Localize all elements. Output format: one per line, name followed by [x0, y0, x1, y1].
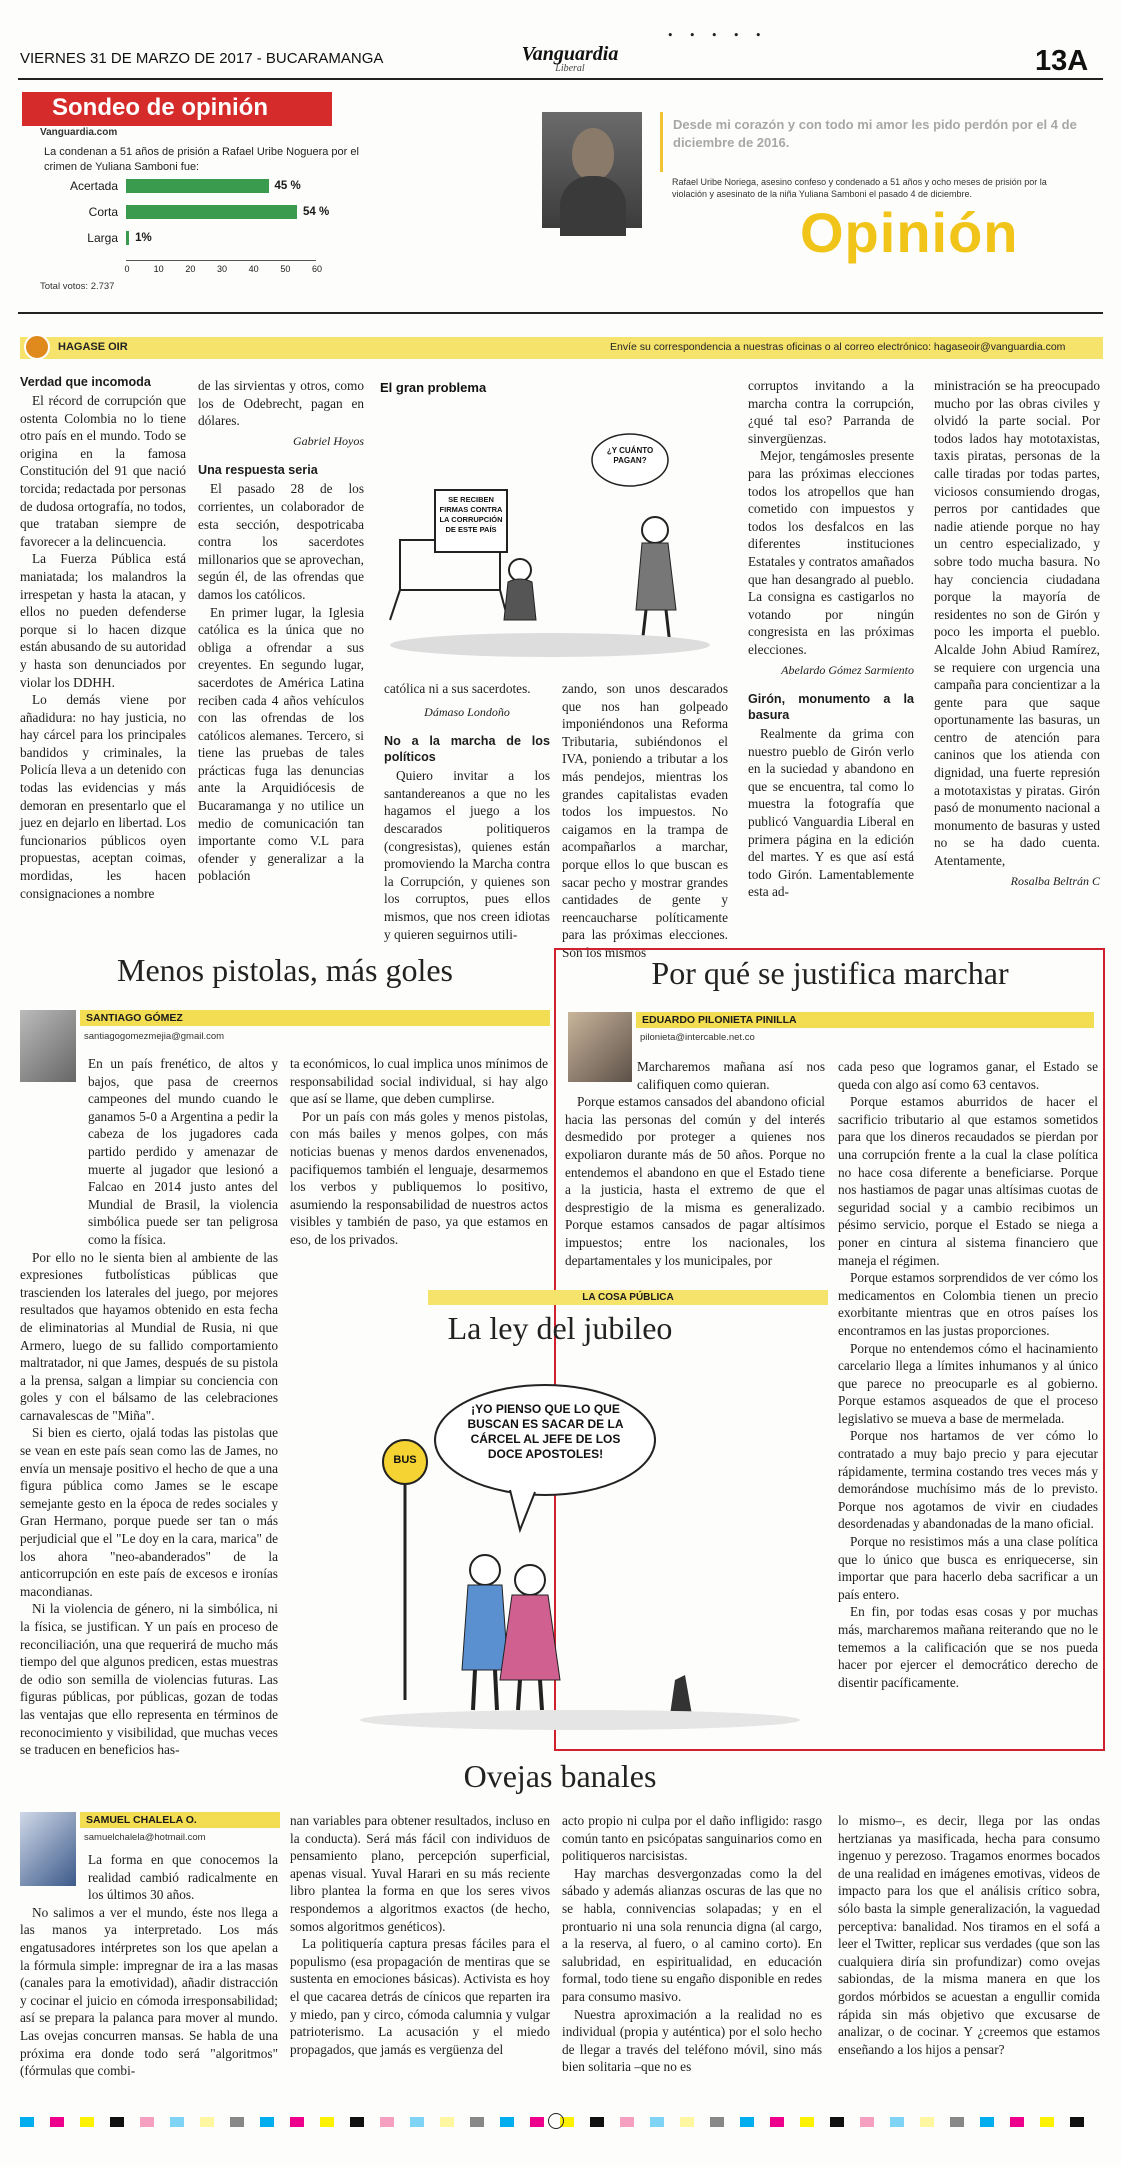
letter-col-6	[934, 377, 1100, 937]
letter-para: de las sirvientas y otros, como los de Odebrecht, pagan en dólares.	[198, 378, 364, 429]
article-para: En fin, por todas esas cosas y por muchas más, marcharemos mañana reiterando que no le tememos a la calificación que se nos pueda hacer por ejercer el democrático derecho de disentir pacíficamente.	[838, 1604, 1098, 1690]
article-para: nan variables para obtener resultados, incluso en la conducta). Será más fácil con individuos de pensamiento plano, percepción superficial, apenas visual. Yuval Harari en su más reciente libro plantea la forma en que los seres vivos respondemos a algoritmos exactos (de hecho, somos algoritmos genéticos).	[290, 1813, 550, 1934]
poll-title: Sondeo de opinión	[22, 92, 332, 126]
registration-swatch	[920, 2117, 934, 2127]
article-para: Marcharemos mañana así nos califiquen como quieran.	[637, 1059, 825, 1092]
registration-swatch	[650, 2117, 664, 2127]
letter-para: En primer lugar, la Iglesia católica es la única que no obliga a ofrendar a sus creyentes. En segundo lugar, sacerdotes de América Latina reciben cada 4 años vehículos con las ofrendas de los católicos alemanes. Tercero, si tiene las pruebas de tales prácticas fuga las denuncias ante la Arquidiócesis de Bucaramanga y no utilice un medio de comunicación tan importante como V.L para ofender y generalizar a la población	[198, 604, 364, 884]
poll-axis-tick: 20	[185, 264, 196, 274]
letter-para: zando, son unos descarados que nos han golpeado imponiéndonos una Reforma Tributaria, subiéndonos el IVA, poniendo a tributar a los más pendejos, mientras los grandes capitalistas evaden todos los impuestos. No caigamos en la trampa de acompañarlos a marchar, porque ellos lo que buscan es sacar pecho y mostrar grandes cantidades de gente y reencaucharse políticamente para las próximas elecciones. Son los mismos	[562, 681, 728, 960]
article-para: cada peso que logramos ganar, el Estado se queda con algo así como 63 centavos.	[838, 1059, 1098, 1092]
registration-swatch	[230, 2117, 244, 2127]
registration-swatch	[410, 2117, 424, 2127]
article-para: ta económicos, lo cual implica unos mínimos de responsabilidad social individual, si hay algo que así se llame, que deben cumplirse.	[290, 1056, 548, 1107]
registration-swatch	[1010, 2117, 1024, 2127]
poll-chart	[30, 178, 350, 288]
letter-title-respuesta: Una respuesta seria	[198, 463, 318, 478]
registration-swatch	[20, 2117, 34, 2127]
letter-signature: Gabriel Hoyos	[293, 433, 364, 448]
top-section-rule	[18, 312, 1103, 314]
author-email-santiago: santiagogomezmejia@gmail.com	[84, 1031, 225, 1042]
registration-swatch	[590, 2117, 604, 2127]
poll-question: La condenan a 51 años de prisión a Rafael Uribe Noguera por el crimen de Yuliana Samboni fue:	[44, 146, 359, 173]
letter-col-4	[562, 680, 728, 960]
registration-swatch	[1040, 2117, 1054, 2127]
poll-axis-tick: 40	[248, 264, 259, 274]
article-para: acto propio ni culpa por el daño infligido: rasgo común tanto en psicópatas sanguinarios como en politiqueros narcisistas.	[562, 1813, 822, 1864]
poll-axis-tick: 0	[124, 264, 130, 274]
poll-row-label: Larga	[87, 231, 118, 245]
poll-axis-tick: 50	[280, 264, 291, 274]
registration-swatch	[440, 2117, 454, 2127]
registration-swatch	[350, 2117, 364, 2127]
registration-swatch	[50, 2117, 64, 2127]
article-para: lo mismo–, es decir, llega por las ondas hertzianas ya masificada, hecha para consumo ingenuo y perezoso. Tragamos enormes bocados de una realidad en imágenes emotivas, videos de impacto para los que el análisis crítico sobra, sólo basta la simple generalización, la vaguedad perceptiva: banalidad. Nos tiramos en el sofá a leer el Twitter, replicar sus verdades (que son las cualquiera diría sin profundizar) como ovejas sabiondas, de la misma manera en que los gordos mórbidos se acuestan a engullir comida rápida sin más objetivo que excusarse de analizar, o de cocinar. Y ¿creemos que estamos enseñando a los hijos a pensar?	[838, 1813, 1100, 2057]
jubileo-bubble: ¡YO PIENSO QUE LO QUE BUSCAN ES SACAR DE LA CÁRCEL AL JEFE DE LOS DOCE APOSTOLES!	[467, 1402, 624, 1461]
author-email-samuel: samuelchalela@hotmail.com	[84, 1832, 206, 1843]
article-para: Porque no resistimos más a una clase política que lo único que busca es enriquecerse, sin importar que para hacerlo deba sacrificar a un país entero.	[838, 1534, 1098, 1602]
cartoon-gran-problema	[380, 380, 725, 670]
header-rule	[18, 78, 1103, 80]
poll-bar	[126, 179, 269, 193]
cartoon-bubble: ¿Y CUÁNTO PAGAN?	[606, 446, 654, 465]
article-para: Porque estamos cansados del abandono oficial hacia las personas del común y del interés desmedido por proteger a quienes nos expoliaron durante más de 50 años. Porque no entendemos el abandono en que el Estado tiene a la justicia, hasta el extremo de que el desprestigio de la misma es generalizado. Porque estamos cansados de pagar altísimos impuestos; entre los nacionales, los departamentales y los municipales, por	[565, 1094, 825, 1268]
registration-swatch	[800, 2117, 814, 2127]
registration-swatch	[470, 2117, 484, 2127]
poll-axis-tick: 30	[216, 264, 227, 274]
letter-para: La Fuerza Pública está maniatada; los malandros la irrespetan y hasta la atacan, y ellos no pueden defenderse porque si lo hacen dizque están abusando de su autoridad y hasta son denunciados por violar los DDHH.	[20, 551, 186, 690]
registration-swatch	[710, 2117, 724, 2127]
cartoon-title: El gran problema	[380, 380, 487, 395]
marchar-col-1	[565, 1058, 825, 1283]
header-date: VIERNES 31 DE MARZO DE 2017 - BUCARAMANGA	[20, 50, 384, 67]
menos-col-1	[20, 1055, 278, 1758]
registration-swatch	[500, 2117, 514, 2127]
ovejas-col-1	[20, 1851, 278, 2106]
quote-caption: Rafael Uribe Noriega, asesino confeso y condenado a 51 años y ocho meses de prisión por la violación y asesinato de la niña Yuliana Samboni el pasado 4 de diciembre.	[672, 177, 1047, 199]
logo-sub: Liberal	[555, 63, 585, 74]
poll-total: Total votos: 2.737	[40, 281, 115, 292]
registration-swatch	[110, 2117, 124, 2127]
author-name-eduardo: EDUARDO PILONIETA PINILLA	[636, 1012, 1094, 1028]
registration-marks-top: • • • • •	[667, 29, 768, 42]
quote-box	[660, 112, 1090, 172]
registration-swatch	[80, 2117, 94, 2127]
registration-swatch	[200, 2117, 214, 2127]
author-name-santiago: SANTIAGO GÓMEZ	[80, 1010, 550, 1026]
hagase-icon	[24, 334, 50, 360]
registration-swatch	[620, 2117, 634, 2127]
article-para: Porque estamos sorprendidos de ver cómo los medicamentos en Colombia tienen un precio exorbitante mientras que en otros países los encontramos en las justas proporciones.	[838, 1270, 1098, 1338]
registration-swatch	[290, 2117, 304, 2127]
section-title: Opinión	[800, 201, 1019, 264]
letter-para: católica ni a sus sacerdotes.	[384, 681, 531, 696]
ovejas-col-3	[562, 1812, 822, 2104]
headline-menos-pistolas: Menos pistolas, más goles	[117, 952, 453, 988]
registration-swatch	[170, 2117, 184, 2127]
letter-para: Realmente da grima con nuestro pueblo de Girón verlo en la suciedad y abandono en que se encuentra, tal como lo muestra la fotografía que publicó Vanguardia Liberal en primera página en la edición del martes. Y es que así está todo Girón. Lamentablemente esta ad-	[748, 726, 914, 900]
article-para: Porque no entendemos cómo el hacinamiento carcelario llega a límites inhumanos y al único que parece no preocuparle es al gobierno. Porque estamos asqueados de que el proceso legislativo se mueva a base de mermelada.	[838, 1340, 1098, 1426]
article-para: Porque estamos aburridos de hacer el sacrificio tributario al que estamos sometidos para que los dineros recaudados se pierdan por una corrupción frente a la cual la clase política no hace cosa diferente a beneficiarse. Porque nos hastiamos de pagar unas altísimas cuotas de seguridad social y a cambio recibimos un pésimo servicio, porque el Estado se niega a poner en cintura al sistema financiero que maneja el régimen.	[838, 1094, 1098, 1268]
poll-bar-value: 45 %	[274, 180, 301, 192]
headline-marchar: Por qué se justifica marchar	[651, 955, 1009, 991]
cartoon-jubileo	[340, 1370, 820, 1740]
registration-swatch	[890, 2117, 904, 2127]
letter-para: El récord de corrupción que ostenta Colombia no lo tiene otro país en el mundo. Todo se origina en la famosa Constitución del 91 que nació torcida; redactada por personas de dudosa ortografía, no todos, que trataban siempre de favorecer a la delincuencia.	[20, 393, 186, 549]
letter-para: ministración se ha preocupado mucho por las obras civiles y olvidó la parte social. Por todos lados hay mototaxistas, taxis piratas, personas de la calle tiradas por todas partes, viciosos consumiendo drogas, perros por cantidades que nadie atiende porque no hay un centro especializado, y sobre todo mucha basura. No hay conciencia ciudadana porque la mayoría de residentes no son de Girón y poco les importa el pueblo. Alcalde John Abiud Ramírez, se requiere con urgencia una campaña para concientizar a la gente para que saque oportunamente las basuras, un centro de atención para caninos que los atienda con dignidad, una fuerte represión a mototaxistas y piratas. Girón pasó de monumento nacional a monumento de basuras y usted no se ha dado cuenta. Atentamente,	[934, 378, 1100, 869]
article-para: Por ello no le sienta bien al ambiente de las expresiones futbolísticas públicas que trascienden los laterales del juego, por mejores resultados que hayamos obtenido en esta fecha de eliminatorias al Mundial de Rusia, ni que Armero, luego de su fallido comportamiento maltratador, ni que James, después de su pistola a la prensa, salgan a limpiar su conciencia con goles y con el bálsamo de las celebraciones carnavalescas de "Miña".	[20, 1249, 278, 1423]
poll-row-label: Corta	[88, 205, 118, 219]
headline-jubileo: La ley del jubileo	[447, 1310, 673, 1346]
marchar-col-2	[838, 1058, 1098, 1748]
letter-col-2	[198, 377, 364, 937]
ovejas-col-4	[838, 1812, 1100, 2104]
article-para: Nuestra aproximación a la realidad no es individual (propia y auténtica) por el solo hecho de llegar a través del teléfono móvil, sino más bien solitaria –que no es	[562, 2006, 822, 2075]
article-para: La politiquería captura presas fáciles para el populismo (esa propagación de mentiras que se sustenta en emociones básicas). Activista es hoy el que cacarea detrás de cínicos que reparten ira y miedo, pan y circo, cómoda calumnia y vulgar patrioterismo. La acusación y el miedo propagados, que jamás es vergüenza del	[290, 1936, 550, 2057]
registration-swatch	[530, 2117, 544, 2127]
article-para: Porque nos hartamos de ver cómo lo contratado a muy bajo precio y para ejecutar rápidamente, termina costando tres veces más y demorándose muchísimo más de lo previsto. Porque nos agotamos de vivir en ciudades desordenadas y abandonadas de la mano oficial.	[838, 1428, 1098, 1532]
registration-swatch	[980, 2117, 994, 2127]
poll-bar-value: 54 %	[303, 206, 330, 218]
logo-text: Vanguardia	[521, 43, 619, 65]
registration-swatch	[380, 2117, 394, 2127]
letter-signature: Abelardo Gómez Sarmiento	[781, 662, 914, 677]
letter-title-giron: Girón, monumento a la basura	[748, 692, 914, 723]
letter-para: Mejor, tengámosles presente para las próximas elecciones todos los atropellos que han cometido con impuestos y todos los desfalcos en las diferentes instituciones Estatales y contratos amañados que han desangrado al pueblo. La consigna es castigarlos no votando por ningún congresista en las próximas elecciones.	[748, 448, 914, 657]
hagase-label: HAGASE OIR	[58, 341, 128, 353]
menos-col-2	[290, 1055, 548, 1285]
article-para: En un país frenético, de altos y bajos, que pasa de creernos campeones del mundo cuando le ganamos 5-0 a Argentina a pedir la cabeza de los jugadores cada partido perdido y amenazar de muerte al jugador que lesionó a Falcao en 2014 justo antes del Mundial de Brasil, la violencia simbólica puede ser tan peligrosa como la física.	[88, 1056, 278, 1247]
poll-bar-value: 1%	[135, 232, 152, 244]
poll-axis-tick: 60	[311, 264, 322, 274]
hagase-note: Envíe su correspondencia a nuestras oficinas o al correo electrónico: hagaseoir@vanguardia.com	[610, 341, 1066, 353]
jubileo-kicker: LA COSA PÚBLICA	[582, 1292, 674, 1303]
jubileo-bus-sign: BUS	[393, 1454, 417, 1466]
ovejas-col-2	[290, 1812, 550, 2104]
registration-swatch	[740, 2117, 754, 2127]
masthead-logo	[500, 44, 640, 74]
headline-ovejas: Ovejas banales	[463, 1758, 657, 1794]
author-email-eduardo: pilonieta@intercable.net.co	[640, 1032, 755, 1043]
letter-title-marcha: No a la marcha de los políticos	[384, 734, 550, 765]
registration-swatch	[140, 2117, 154, 2127]
article-para: Por un país con más goles y menos pistolas, con más bailes y menos golpes, con más noticias buenas y menos dardos envenenados, pacifiquemos también el lenguaje, desarmemos los verbos y publiquemos lo positivo, asumiendo la responsabilidad de nuestros actos visibles y también de paso, ya que estamos en eso, de los privados.	[290, 1108, 548, 1247]
letter-col-1	[20, 372, 186, 932]
registration-swatch	[950, 2117, 964, 2127]
registration-swatch	[680, 2117, 694, 2127]
cartoon-sign: SE RECIBEN FIRMAS CONTRA LA CORRUPCIÓN DE ESTE PAÍS	[439, 495, 503, 534]
registration-swatch	[320, 2117, 334, 2127]
article-para: No salimos a ver el mundo, éste nos llega a las manos ya interpretado. Los más engatusadores intérpretes son los que apelan a la fórmula simple: impregnar de ira a las masas (canales para la emotividad), añadir distracción y cocinar el juicio en cómoda irresponsabilidad; así se prepara la palanca para mover al mundo. Las ovejas concurren mansas. Se habla de una próxima era donde todo será "algoritmos" (fórmulas que combi-	[20, 1904, 278, 2079]
registration-swatch	[860, 2117, 874, 2127]
poll-bar	[126, 205, 297, 219]
letter-para: El pasado 28 de los corrientes, un colaborador de esta sección, despotricaba contra los sacerdotes millonarios que se aprovechan, según él, de las ofrendas que damos los católicos.	[198, 481, 364, 602]
photo-rafael-uribe	[542, 112, 642, 228]
article-para: Si bien es cierto, ojalá todas las pistolas que se vean en este país sean como las de James, no envía un mensaje positivo el hecho de que a una figura pública como James se le escape semejante gesto en la época de redes sociales y Gran Hermano, porque puede ser tan o más perjudicial que el "Le doy en la cara, marica" de los ahora "neo-abanderados" de la anticorrupción en este país de excesos e ironías macondianas.	[20, 1425, 278, 1599]
registration-swatch	[770, 2117, 784, 2127]
letter-signature: Dámaso Londoño	[424, 704, 510, 719]
registration-swatch	[260, 2117, 274, 2127]
registration-swatch	[1070, 2117, 1084, 2127]
letter-col-3	[384, 680, 550, 942]
poll-bar	[126, 231, 129, 245]
article-para: La forma en que conocemos la realidad cambió radicalmente en los últimos 30 años.	[88, 1852, 278, 1903]
article-para: Hay marchas desvergonzadas como la del sábado y además alianzas oscuras de las que no se habla, connivencias solapadas; y en el prontuario ni una sola renuncia digna (al cargo, a la reserva, al fuero, o al camino corto). En salubridad, en espiritualidad, en educación formal, todo tiene su engaño disponible en redes para consumo masivo.	[562, 1865, 822, 2004]
registration-swatch	[830, 2117, 844, 2127]
registration-target-icon	[548, 2113, 564, 2129]
poll-row-label: Acertada	[69, 179, 118, 193]
author-name-samuel: SAMUEL CHALELA O.	[80, 1812, 280, 1828]
letter-para: Lo demás viene por añadidura: no hay justicia, no hay cárcel para los principales bandidos y criminales, la Policía lleva a un detenido con todas las evidencias y más demoran en presentarlo que el juez en dejarlo en libertad. Los funcionarios públicos oyen propuestas, aceptan coimas, mordidas, les hacen consignaciones a nombre	[20, 692, 186, 901]
poll-axis-tick: 10	[153, 264, 164, 274]
letter-para: Quiero invitar a los santandereanos a que no les hagamos el juego a los descarados politiqueros (congresistas), quienes están promoviendo la Marcha contra la Corrupción, y quienes son los corruptos, pues ellos mismos, que nos creen idiotas y quieren seguirnos utili-	[384, 768, 550, 942]
poll-axis	[126, 260, 316, 261]
article-para: Ni la violencia de género, ni la simbólica, ni la física, se justifican. Y un país en proceso de reconciliación, una que requerirá de mucho más tiempo del que algunos predicen, estas muestras de odio son semilla de violencias futuras. Las figuras públicas, por públicas, gozan de todas las ventajas que ello representa en términos de reconocimiento y visibilidad, que muchas veces se traducen en beneficios has-	[20, 1601, 278, 1758]
letter-para: corruptos invitando a la marcha contra la corrupción, ¿qué tal eso? Parranda de sinvergüenzas.	[748, 378, 914, 446]
quote-text: Desde mi corazón y con todo mi amor les pido perdón por el 4 de diciembre de 2016.	[673, 117, 1077, 150]
page-number: 13A	[1035, 45, 1089, 77]
letter-col-5	[748, 377, 914, 937]
letter-title-verdad: Verdad que incomoda	[20, 375, 151, 389]
poll-site: Vanguardia.com	[40, 127, 118, 138]
cartoon-drawing	[380, 400, 725, 670]
letter-signature: Rosalba Beltrán C	[1010, 873, 1100, 888]
